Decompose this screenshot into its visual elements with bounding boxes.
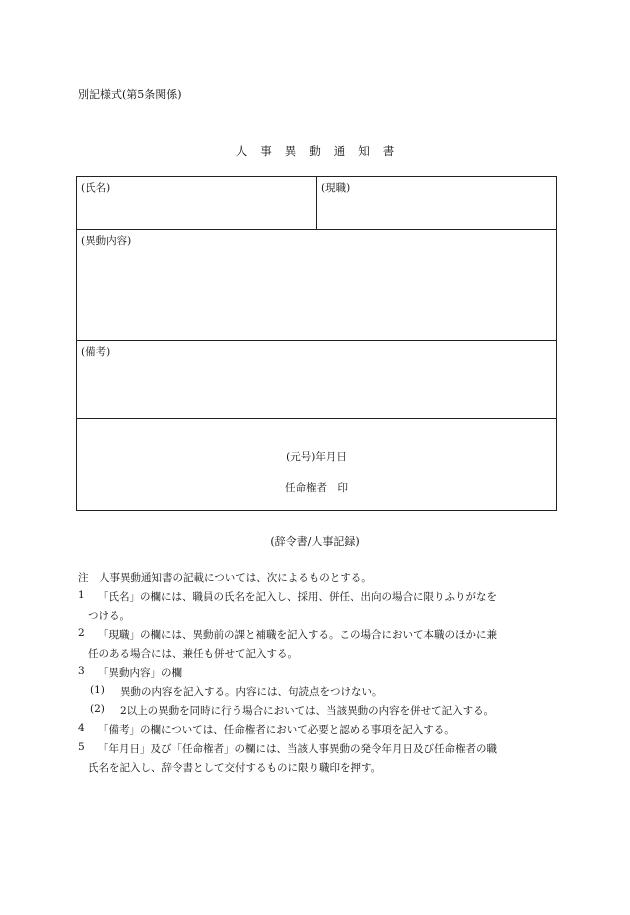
notice-form-table <box>76 176 557 511</box>
note-text: 「異動内容」の欄 <box>98 667 182 679</box>
note-text: 「備考」の欄については、任命権者において必要と認める事項を記入する。 <box>98 724 455 736</box>
row-divider-2 <box>77 340 556 341</box>
note-text: 「氏名」の欄には、職員の氏名を記入し、採用、併任、出向の場合に限りふりがなを <box>98 591 497 603</box>
form-number-label: 別記様式(第5条関係) <box>78 88 182 101</box>
current-post-field-label: (現職) <box>321 182 351 194</box>
issue-date-line: (元号)年月日 <box>286 451 347 463</box>
sub-note-text: 異動の内容を記入する。内容には、句読点をつけない。 <box>120 686 383 698</box>
note-continuation: 任のある場合には、兼任も併せて記入する。 <box>88 648 298 660</box>
note-text: 「現職」の欄には、異動前の課と補職を記入する。この場合において本職のほかに兼 <box>98 629 497 641</box>
note-number: 5 <box>78 741 85 753</box>
note-number: 4 <box>78 722 85 734</box>
note-continuation: つける。 <box>88 610 130 622</box>
note-number: 1 <box>78 589 85 601</box>
note-text: 「年月日」及び「任命権者」の欄には、当該人事異動の発令年月日及び任命権者の職 <box>98 743 497 755</box>
note-number: 2 <box>78 627 85 639</box>
change-details-field-label: (異動内容) <box>81 235 132 247</box>
sub-note-text: 2以上の異動を同時に行う場合においては、当該異動の内容を併せて記入する。 <box>120 705 495 717</box>
row-divider-3 <box>77 418 556 419</box>
sub-note-number: (1) <box>90 684 105 696</box>
sub-note-number: (2) <box>90 703 105 715</box>
note-number: 3 <box>78 665 85 677</box>
row-divider-1 <box>77 229 556 230</box>
document-title: 人事異動通知書 <box>235 144 408 158</box>
note-continuation: 氏名を記入し、辞令書として交付するものに限り職印を押す。 <box>88 762 382 774</box>
form-caption: (辞令書/人事記録) <box>270 535 360 548</box>
notes-intro: 注 人事異動通知書の記載については、次によるものとする。 <box>78 572 372 584</box>
name-post-divider <box>316 177 317 229</box>
remarks-field-label: (備考) <box>81 346 111 358</box>
name-field-label: (氏名) <box>81 182 111 194</box>
appointing-authority-line: 任命権者 印 <box>285 482 348 494</box>
